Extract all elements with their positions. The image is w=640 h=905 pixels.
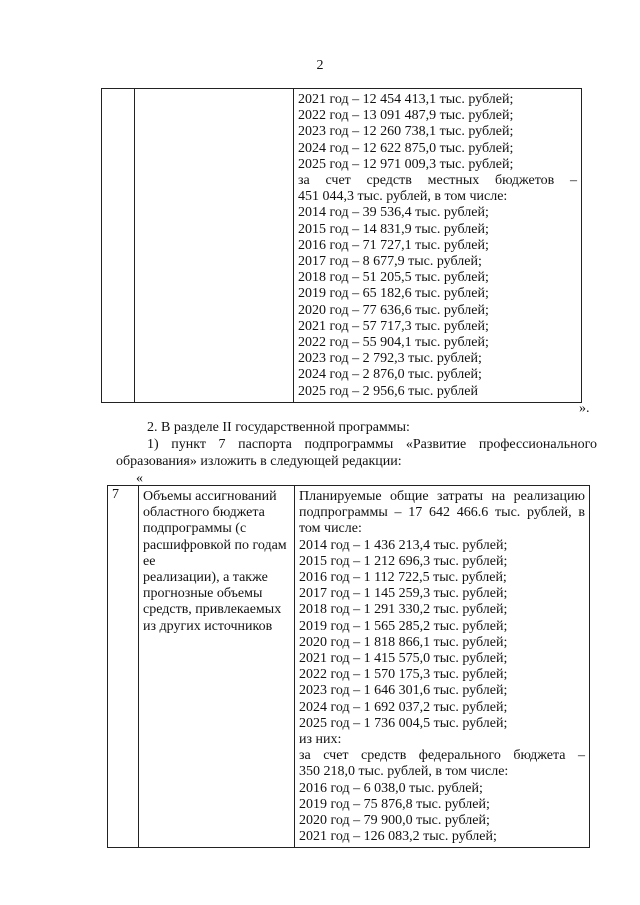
funding-line: подпрограммы – 17 642 466.6 тыс. рублей, в <box>299 505 585 521</box>
funding-line: Планируемые общие затраты на реализацию <box>299 489 585 504</box>
funding-line: 2025 год – 2 956,6 тыс. рублей <box>298 383 478 399</box>
page-number: 2 <box>316 58 324 73</box>
label-line: реализации), а также <box>143 570 268 586</box>
funding-line: 2018 год – 1 291 330,2 тыс. рублей; <box>299 602 508 618</box>
funding-line: 350 218,0 тыс. рублей, в том числе: <box>299 764 509 780</box>
funding-line: 2025 год – 1 736 004,5 тыс. рублей; <box>299 715 508 731</box>
funding-line: 2021 год – 57 717,3 тыс. рублей; <box>298 318 489 334</box>
funding-line: 2015 год – 1 212 696,3 тыс. рублей; <box>299 553 508 569</box>
funding-line: 2024 год – 2 876,0 тыс. рублей; <box>298 367 482 383</box>
table-cell-label <box>139 486 295 848</box>
funding-line: 2014 год – 1 436 213,4 тыс. рублей; <box>299 537 508 553</box>
item-paragraph-line-1: 1) пункт 7 паспорта подпрограммы «Развитие профессионального <box>147 437 597 452</box>
row-label <box>139 486 294 637</box>
funding-line: 2014 год – 39 536,4 тыс. рублей; <box>298 205 489 221</box>
funding-line: 2020 год – 1 818 866,1 тыс. рублей; <box>299 634 508 650</box>
label-line: подпрограммы (с <box>143 521 247 537</box>
table-row <box>102 89 582 403</box>
funding-line: 2017 год – 1 145 259,3 тыс. рублей; <box>299 586 508 602</box>
funding-line: 2020 год – 79 900,0 тыс. рублей; <box>299 813 490 829</box>
closing-quote: ». <box>579 401 590 416</box>
section-paragraph: 2. В разделе II государственной программы: <box>147 420 410 435</box>
funding-line: за счет средств местных бюджетов – <box>298 173 577 189</box>
funding-line: 2022 год – 55 904,1 тыс. рублей; <box>298 335 489 351</box>
label-line: расшифровкой по годам <box>143 537 287 553</box>
label-line: средств, привлекаемых <box>143 602 282 618</box>
table-cell-value <box>294 89 582 403</box>
label-line: ее <box>143 553 156 569</box>
label-line: прогнозные объемы <box>143 586 263 602</box>
table-cell-value <box>295 486 590 848</box>
funding-line: 2021 год – 1 415 575,0 тыс. рублей; <box>299 651 508 667</box>
funding-line: 2021 год – 12 454 413,1 тыс. рублей; <box>298 92 514 107</box>
funding-line: 2019 год – 75 876,8 тыс. рублей; <box>299 796 490 812</box>
funding-lines <box>295 486 589 847</box>
label-line: из других источников <box>143 618 273 634</box>
continued-table <box>101 88 582 403</box>
funding-line: из них: <box>299 732 342 748</box>
funding-line: 451 044,3 тыс. рублей, в том числе: <box>298 189 508 205</box>
funding-line: 2015 год – 14 831,9 тыс. рублей; <box>298 221 489 237</box>
funding-line: за счет средств федерального бюджета – <box>299 748 585 764</box>
funding-line: 2016 год – 6 038,0 тыс. рублей; <box>299 780 483 796</box>
table-cell-label <box>135 89 294 403</box>
funding-line: 2023 год – 1 646 301,6 тыс. рублей; <box>299 683 508 699</box>
funding-line: 2022 год – 1 570 175,3 тыс. рублей; <box>299 667 508 683</box>
funding-line: 2024 год – 12 622 875,0 тыс. рублей; <box>298 140 514 156</box>
funding-line: 2021 год – 126 083,2 тыс. рублей; <box>299 829 497 845</box>
funding-line: 2018 год – 51 205,5 тыс. рублей; <box>298 270 489 286</box>
label-line: областного бюджета <box>143 505 265 521</box>
funding-line: 2025 год – 12 971 009,3 тыс. рублей; <box>298 156 514 172</box>
passport-table <box>107 485 590 848</box>
row-number: 7 <box>112 487 119 502</box>
funding-line: 2020 год – 77 636,6 тыс. рублей; <box>298 302 489 318</box>
funding-line: том числе: <box>299 521 362 537</box>
funding-line: 2016 год – 1 112 722,5 тыс. рублей; <box>299 570 507 586</box>
table-cell-number <box>102 89 135 403</box>
funding-line: 2023 год – 12 260 738,1 тыс. рублей; <box>298 124 514 140</box>
funding-line: 2017 год – 8 677,9 тыс. рублей; <box>298 254 482 270</box>
funding-line: 2019 год – 65 182,6 тыс. рублей; <box>298 286 489 302</box>
label-line: Объемы ассигнований <box>143 489 277 504</box>
table-row <box>108 486 590 848</box>
funding-line: 2019 год – 1 565 285,2 тыс. рублей; <box>299 618 508 634</box>
funding-line: 2016 год – 71 727,1 тыс. рублей; <box>298 237 489 253</box>
funding-lines <box>294 89 581 402</box>
opening-quote: « <box>136 471 143 486</box>
funding-line: 2023 год – 2 792,3 тыс. рублей; <box>298 351 482 367</box>
table-cell-number <box>108 486 139 848</box>
funding-line: 2022 год – 13 091 487,9 тыс. рублей; <box>298 108 514 124</box>
funding-line: 2024 год – 1 692 037,2 тыс. рублей; <box>299 699 508 715</box>
item-paragraph-line-2: образования» изложить в следующей редакции: <box>116 454 402 469</box>
